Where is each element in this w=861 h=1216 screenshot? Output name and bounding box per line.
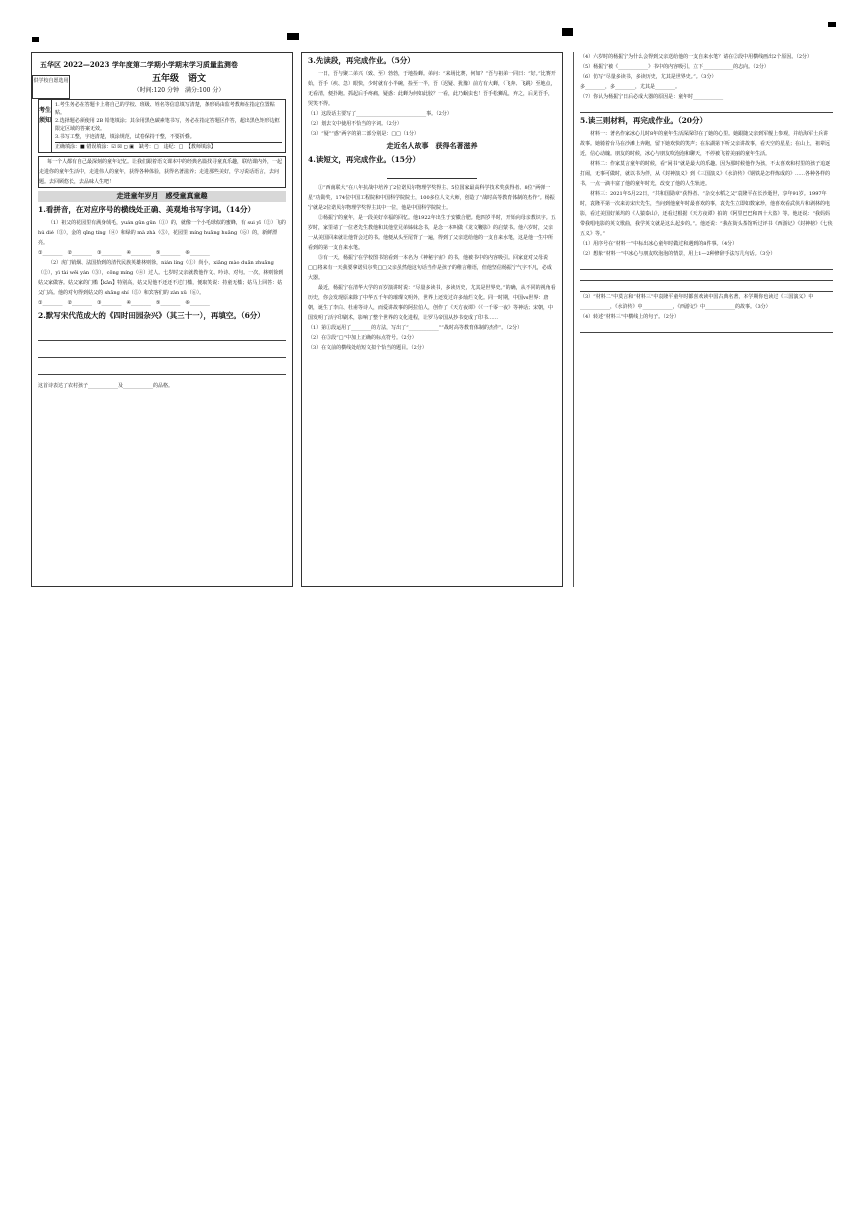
answer-line[interactable] [38, 358, 286, 375]
q3-item-2: （2）划去文中使用不恰当的字词。（2分） [308, 121, 402, 127]
notice-item: 1.考生务必在答题卡上将自己的学校、班级、姓名等信息填写清楚，条形码由监考教师在指定位置粘贴。 [55, 102, 275, 116]
exam-title: 五华区 2022—2023 学年度第二学期小学期末学习质量监测卷 [40, 60, 238, 69]
q5-item-1: （1）用序号在“材料一”中标出冰心童年时做过和遇到的8件事。（4分） [580, 241, 738, 247]
q4-item-1[interactable]: （1）第①段运用了________的方法，写出了“____________”“战时高等教育体制的杰作”。（2分） [308, 325, 523, 331]
q3-item-1[interactable]: （1）这段话主要写了____________________________事。（2分） [308, 111, 452, 117]
notice-item: 2.选择题必须使用 2B 铅笔填涂；其余用黑色碳素笔书写，务必在指定答题区作答，超出黑色矩形边框限定区域的答案无效。 [55, 118, 280, 132]
grade-subject: 五年级 语文 [151, 74, 206, 84]
exam-time: （时间:120 分钟 满分:100 分） [133, 87, 225, 94]
optional-stamp: 供学校自愿选用 [32, 75, 70, 99]
q4-para-2: ②杨振宁的童年，是一段美好幸福的回忆。他1922年出生于安徽合肥。他四岁半时，开始向母亲教识字。五岁时，家里请了一位老先生教他和其他堂兄弟姊妹念书，是念一本叫做《龙文鞭影》的启蒙书。他六岁时，父亲一从美国回来就让他背会过的书。他便从头至尾背了一遍，得到了父亲送给他的一支自来水笔，这是他一生中所看到的第一支自来水笔。 [308, 215, 556, 251]
q4-item-4: （4）六岁时的杨振宁为什么会得到父亲送给他的一支自来水笔？请在②段中用横线画出2个原因。（2分） [580, 54, 813, 60]
section-2-header: 走近名人故事 获得名著滋养 [308, 141, 556, 152]
scan-mark [562, 28, 573, 36]
q3-passage: 一日，吾与聚二弟兴（致、至）勃勃，于地捡蝉。弟问：“来场比赛，何如？”吾与祖弟一同曰：“好。”比赛开始，吾手（疾、急）眼快，少时就有小半碗，捡至一半，吾（迟疑、犹豫）前方有大蝉，（飞奔、飞跳）至地点，无看清，便扑跑。抓起后手疼痛，疑惑：此蝉为何如此胶？一看，此乃蜗虫也！吾手松狮乱，弃之，后见吾手，哭笑不得。 [308, 71, 556, 107]
answer-line[interactable] [580, 102, 833, 113]
q4-item-3: （3）在文前的横线处给短文拟个恰当的题目。（2分） [308, 345, 427, 351]
q1-para-2: （2）虎门销烟、法国拾到的清代民族英雄林则徐，nián líng（①）尚小，xiāng mào duān zhuāng（②），yì tài wēi yán（③），cōng míng（④）过人。七岁时父亲就教他作文、吟诗、对句。一次，林则徐到姑父家做客。姑父家的门槛【kǎn】特别高，姑父见他不还还不过门槛，便取笑说：持童无槛；姑马上回答：姑父门高。他的对句得到姑父的 shǎng shí（⑤）和宾客们的 zàn xǔ（⑥）。 [38, 260, 284, 296]
q1-title: 1.看拼音，在对应序号的横线处正确、美观地书写字词。（14分） [38, 205, 256, 214]
q4-para-1: ①“西南联大”在八年抗战中培养了2位诺贝尔物理学奖得主、5位国家最高科学技术奖获得者、8位“两弹一星”功勋奖，174位中国工程院和中国科学院院士，100多位人文大师，创造了“战时高等教育体制的杰作”。杨振宁就是2位诺贝尔物理学奖得主其中一位，他是中国科学院院士。 [308, 185, 555, 211]
title-blank-line[interactable] [387, 170, 477, 179]
exam-sheet [0, 0, 861, 600]
column-3 [573, 52, 839, 587]
material-3: 材料三：2021年5月22日，“共和国勋章”获得者、“杂交水稻之父”袁隆平在长沙逝世，享年91岁。1997年时，袁隆平第一次来访宋庆先生，当问到他童年时最喜欢的事，袁先生立即如数家珍，他喜欢看武侠片和剥林的电影，看过美国好莱坞的《人猿泰山》，还看过根据《天方夜谭》拍的《阿里巴巴和四十大盗》等。他还说：“我妈妈带我唱电影的英文歌曲，我学英文就是这么起步的。”。他还说：“我在街头茶馆听过评书《西游记》《封神榜》《七侠五义》等。” [580, 191, 833, 237]
scan-mark [828, 22, 836, 27]
q3-title: 3.先读段，再完成作业。（5分） [308, 56, 415, 65]
answer-line[interactable] [580, 270, 833, 281]
q4-title: 4.读短文，再完成作业。（15分） [308, 155, 421, 164]
answer-line[interactable] [580, 259, 833, 270]
scan-mark [32, 37, 39, 42]
q2-title: 2.默写宋代范成大的《四时田园杂兴》（其三十一），再填空。（6分） [38, 311, 265, 320]
q5-title: 5.读三则材料，再完成作业。（20分） [580, 116, 708, 125]
q4-item-5[interactable]: （5）杨振宁被《____________》书中的内容吸引，立下____________的志向。（2分） [580, 64, 769, 70]
q4-item-6: （6）仿写“尽量多读书，多读历史，尤其是世界史。”。（3分） [580, 74, 717, 80]
q5-item-2: （2）想象“材料一”中冰心与朋友吹泡泡的情景，用上1—2种修辞手法写几句话。（3分） [580, 251, 776, 257]
q4-item-2: （2）在③段“□”中加上正确的标点符号。（2分） [308, 335, 417, 341]
q1-para-1: （1）祖父的花园里有满身绒毛，yuán gǔn gǔn（①）的，就像一个小毛球似的蜜蜂，有 sui yī（②）飞的 hú dié（③），金的 qīng tíng（④）和绿的 mà zhà（⑤），花园里 míng huāng huāng（⑥）的，新鲜漂亮。 [38, 220, 286, 246]
intro-text: 每一个人都有自己最深刻的童年记忆。让我们跟着语文课本中的经典名篇找寻童真乐趣，联结课内外，一起走进你的童年生活中，走进伟人的童年，获得各种体验，获得名著滋养；走进那些美好，学习说话语言，去问题。去回顾悠长，去品味人生吧！ [38, 156, 286, 188]
material-1: 材料一：著名作家冰心儿时8年的童年生活深深印在了她的心里。她跟随父亲到军舰上参观，并给海军士兵讲故事。她骑着台马在沙滩上奔跑，留下她欢快的笑声；在东湖第下听父亲讲故事，看天空的星星；在山上，祖辈远近，信心动魄。朋友的时候，冰心与朋友吹泡泡和聊天，不停被飞着美丽的童年生活。 [580, 131, 831, 157]
column-1 [31, 52, 293, 587]
answer-line[interactable] [580, 281, 833, 292]
q4-para-3: ③有一天，杨振宁在学校图书馆看到一本名为《神秘宇宙》的书，他被书中的内容吸引。回家竟对父母说□□将来有一天我要拿诺贝尔奖□□父亲虽然他这句话当作是孩子的稚言稚语，但他坚信杨振宁气字不凡，必成大器。 [308, 255, 552, 281]
notice-box [38, 99, 286, 153]
material-2: 材料二：作家莫言童年的时候，看“闲书”就是最大的乐趣。因为那时候他作为孩，不太喜欢和村里的孩子追逐打闹，无事可做时，就以书为伴，从《封神演义》到《三国演义》《水浒传》《钢铁是怎样炼成的》……各种各样的书，一点一滴丰富了他的童年时光，改变了他的人生轨迹。 [580, 161, 831, 187]
scan-mark [287, 33, 299, 40]
answer-line[interactable] [38, 341, 286, 358]
notice-item: 3.书写工整，字迹清楚，填涂规范，试卷保持干整，不要折叠。 [55, 134, 195, 140]
q5-item-4: （4）转述“材料三”中横线上的句子。（2分） [580, 314, 679, 320]
answer-line[interactable] [38, 324, 286, 341]
notice-label: 考生须知 [39, 100, 52, 152]
q4-item-6-blanks[interactable]: 多________，多________，尤其是________。 [580, 84, 681, 90]
q4-item-7[interactable]: （7）你认为杨振宁日后必成大器的原因是：童年时____________ [580, 94, 724, 100]
q5-item-3[interactable]: （3）“材料二”中莫言和“材料三”中袁隆平童年时都喜欢读中国古典名著，本学期你也读过《三国演义》中____________，《水浒传》中____________，《西游记》中____________的故事。（3分） [580, 294, 814, 310]
q1-blanks-1[interactable]: ①________ ②________ ③________ ④________ ⑤________ ⑥________ [38, 250, 210, 256]
answer-line[interactable] [580, 322, 833, 333]
column-2 [301, 52, 563, 587]
section-1-header: 走进童年岁月 感受童真童趣 [38, 191, 286, 202]
q2-tail[interactable]: 这首诗表达了农村孩子____________及____________的品格。 [38, 383, 174, 389]
q4-para-4: 最近，杨振宁在清华大学的百岁演讲时说：“尽量多读书，多读历史，尤其是世界史。”的确，从不同的视角看历史，你会发现原来除了中华五千年的璀璨文明外，世界上还发过许多灿烂文化。同一时期，中国vs世界：唐朝，诞生了李白、杜甫等诗人，而爱讲故事的阿拉伯人，创作了《天方夜谭》（《一千零一夜》等神话；宋朝，中国发明了活字印刷术，影响了整个世界的文化进程，让罗马帝国从抄书变成了印书…… [308, 285, 556, 321]
q1-blanks-2[interactable]: ①________ ②________ ③________ ④________ ⑤________ ⑥________ [38, 300, 210, 306]
q3-item-3[interactable]: （3）“疑”“惑”两字的第二部分别是：□□（1分） [308, 131, 420, 137]
fill-instructions: 正确填涂：■ 错误填涂：☑ ☒ ◻ ▣ 缺考：□ 违纪：□ 【教师填涂】 [55, 142, 282, 151]
